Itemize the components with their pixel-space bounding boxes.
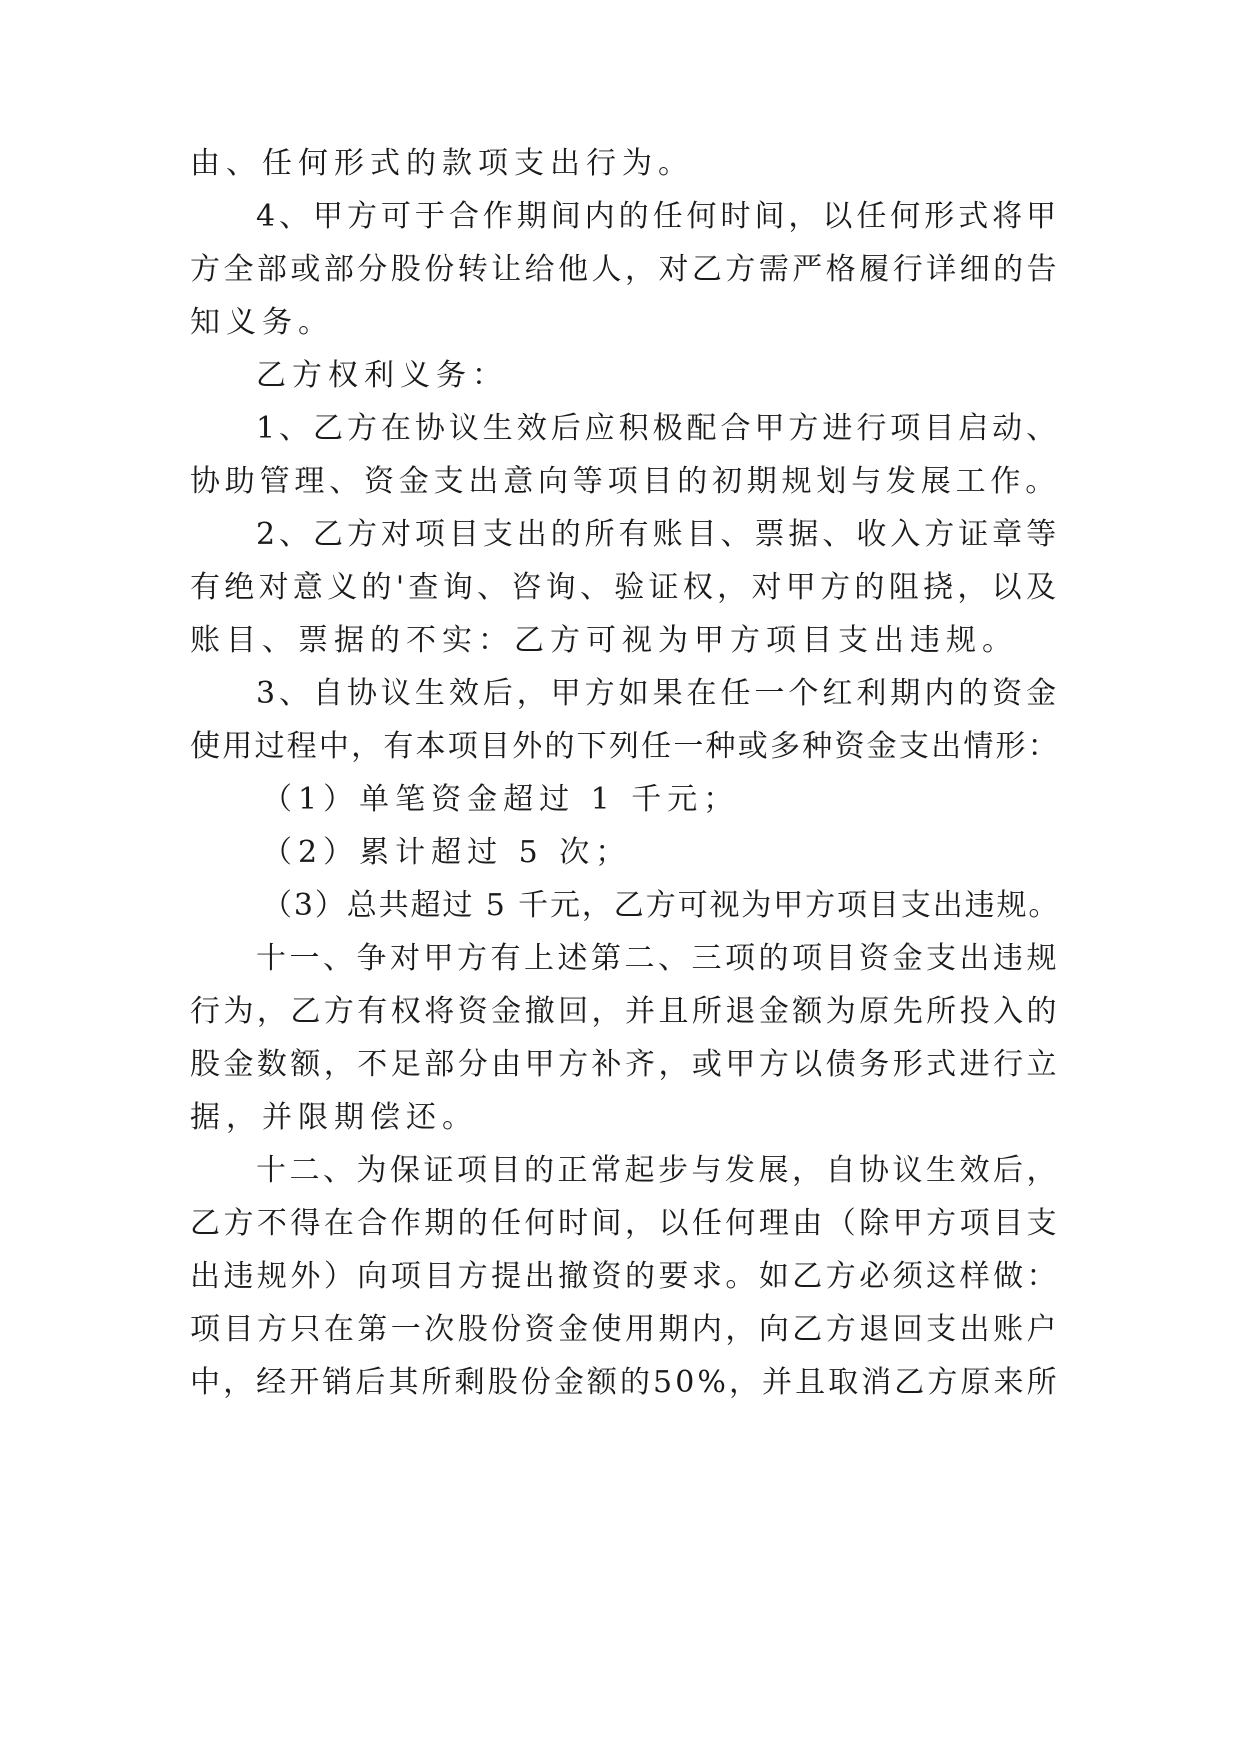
text-line: 1、乙方在协议生效后应积极配合甲方进行项目启动、 [256, 411, 1061, 446]
text-line: 账目、票据的不实：乙方可视为甲方项目支出违规。 [190, 623, 1018, 658]
text-line: 十二、为保证项目的正常起步与发展，自协议生效后， [256, 1153, 1060, 1188]
text-line: 股金数额，不足部分由甲方补齐，或甲方以债务形式进行立 [190, 1047, 1060, 1082]
text-line: 知义务。 [190, 305, 334, 340]
text-line: （1）单笔资金超过 1 千元； [262, 782, 740, 817]
text-line: 有绝对意义的'查询、咨询、验证权，对甲方的阻挠，以及 [190, 570, 1061, 605]
text-line: 乙方不得在合作期的任何时间，以任何理由（除甲方项目支 [190, 1206, 1060, 1241]
text-line: 中，经开销后其所剩股份金额的50%，并且取消乙方原来所 [190, 1365, 1060, 1400]
text-line: 4、甲方可于合作期间内的任何时间，以任何形式将甲 [256, 199, 1061, 234]
text-line: 十一、争对甲方有上述第二、三项的项目资金支出违规 [256, 941, 1060, 976]
text-line: 2、乙方对项目支出的所有账目、票据、收入方证章等 [256, 517, 1061, 552]
text-line: 乙方权利义务： [256, 358, 508, 393]
text-line: 项目方只在第一次股份资金使用期内，向乙方退回支出账户 [190, 1312, 1060, 1347]
text-line: （3）总共超过 5 千元，乙方可视为甲方项目支出违规。 [262, 888, 1061, 923]
text-line: 协助管理、资金支出意向等项目的初期规划与发展工作。 [190, 464, 1060, 499]
text-line: 3、自协议生效后，甲方如果在任一个红利期内的资金 [256, 676, 1061, 711]
text-line: 行为，乙方有权将资金撤回，并且所退金额为原先所投入的 [190, 994, 1060, 1029]
text-line: 出违规外）向项目方提出撤资的要求。如乙方必须这样做： [190, 1259, 1060, 1294]
text-line: （2）累计超过 5 次； [262, 835, 632, 870]
text-line: 方全部或部分股份转让给他人，对乙方需严格履行详细的告 [190, 252, 1060, 287]
text-line: 据，并限期偿还。 [190, 1100, 478, 1135]
text-line: 使用过程中，有本项目外的下列任一种或多种资金支出情形： [190, 729, 1060, 764]
text-line: 由、任何形式的款项支出行为。 [190, 146, 694, 181]
